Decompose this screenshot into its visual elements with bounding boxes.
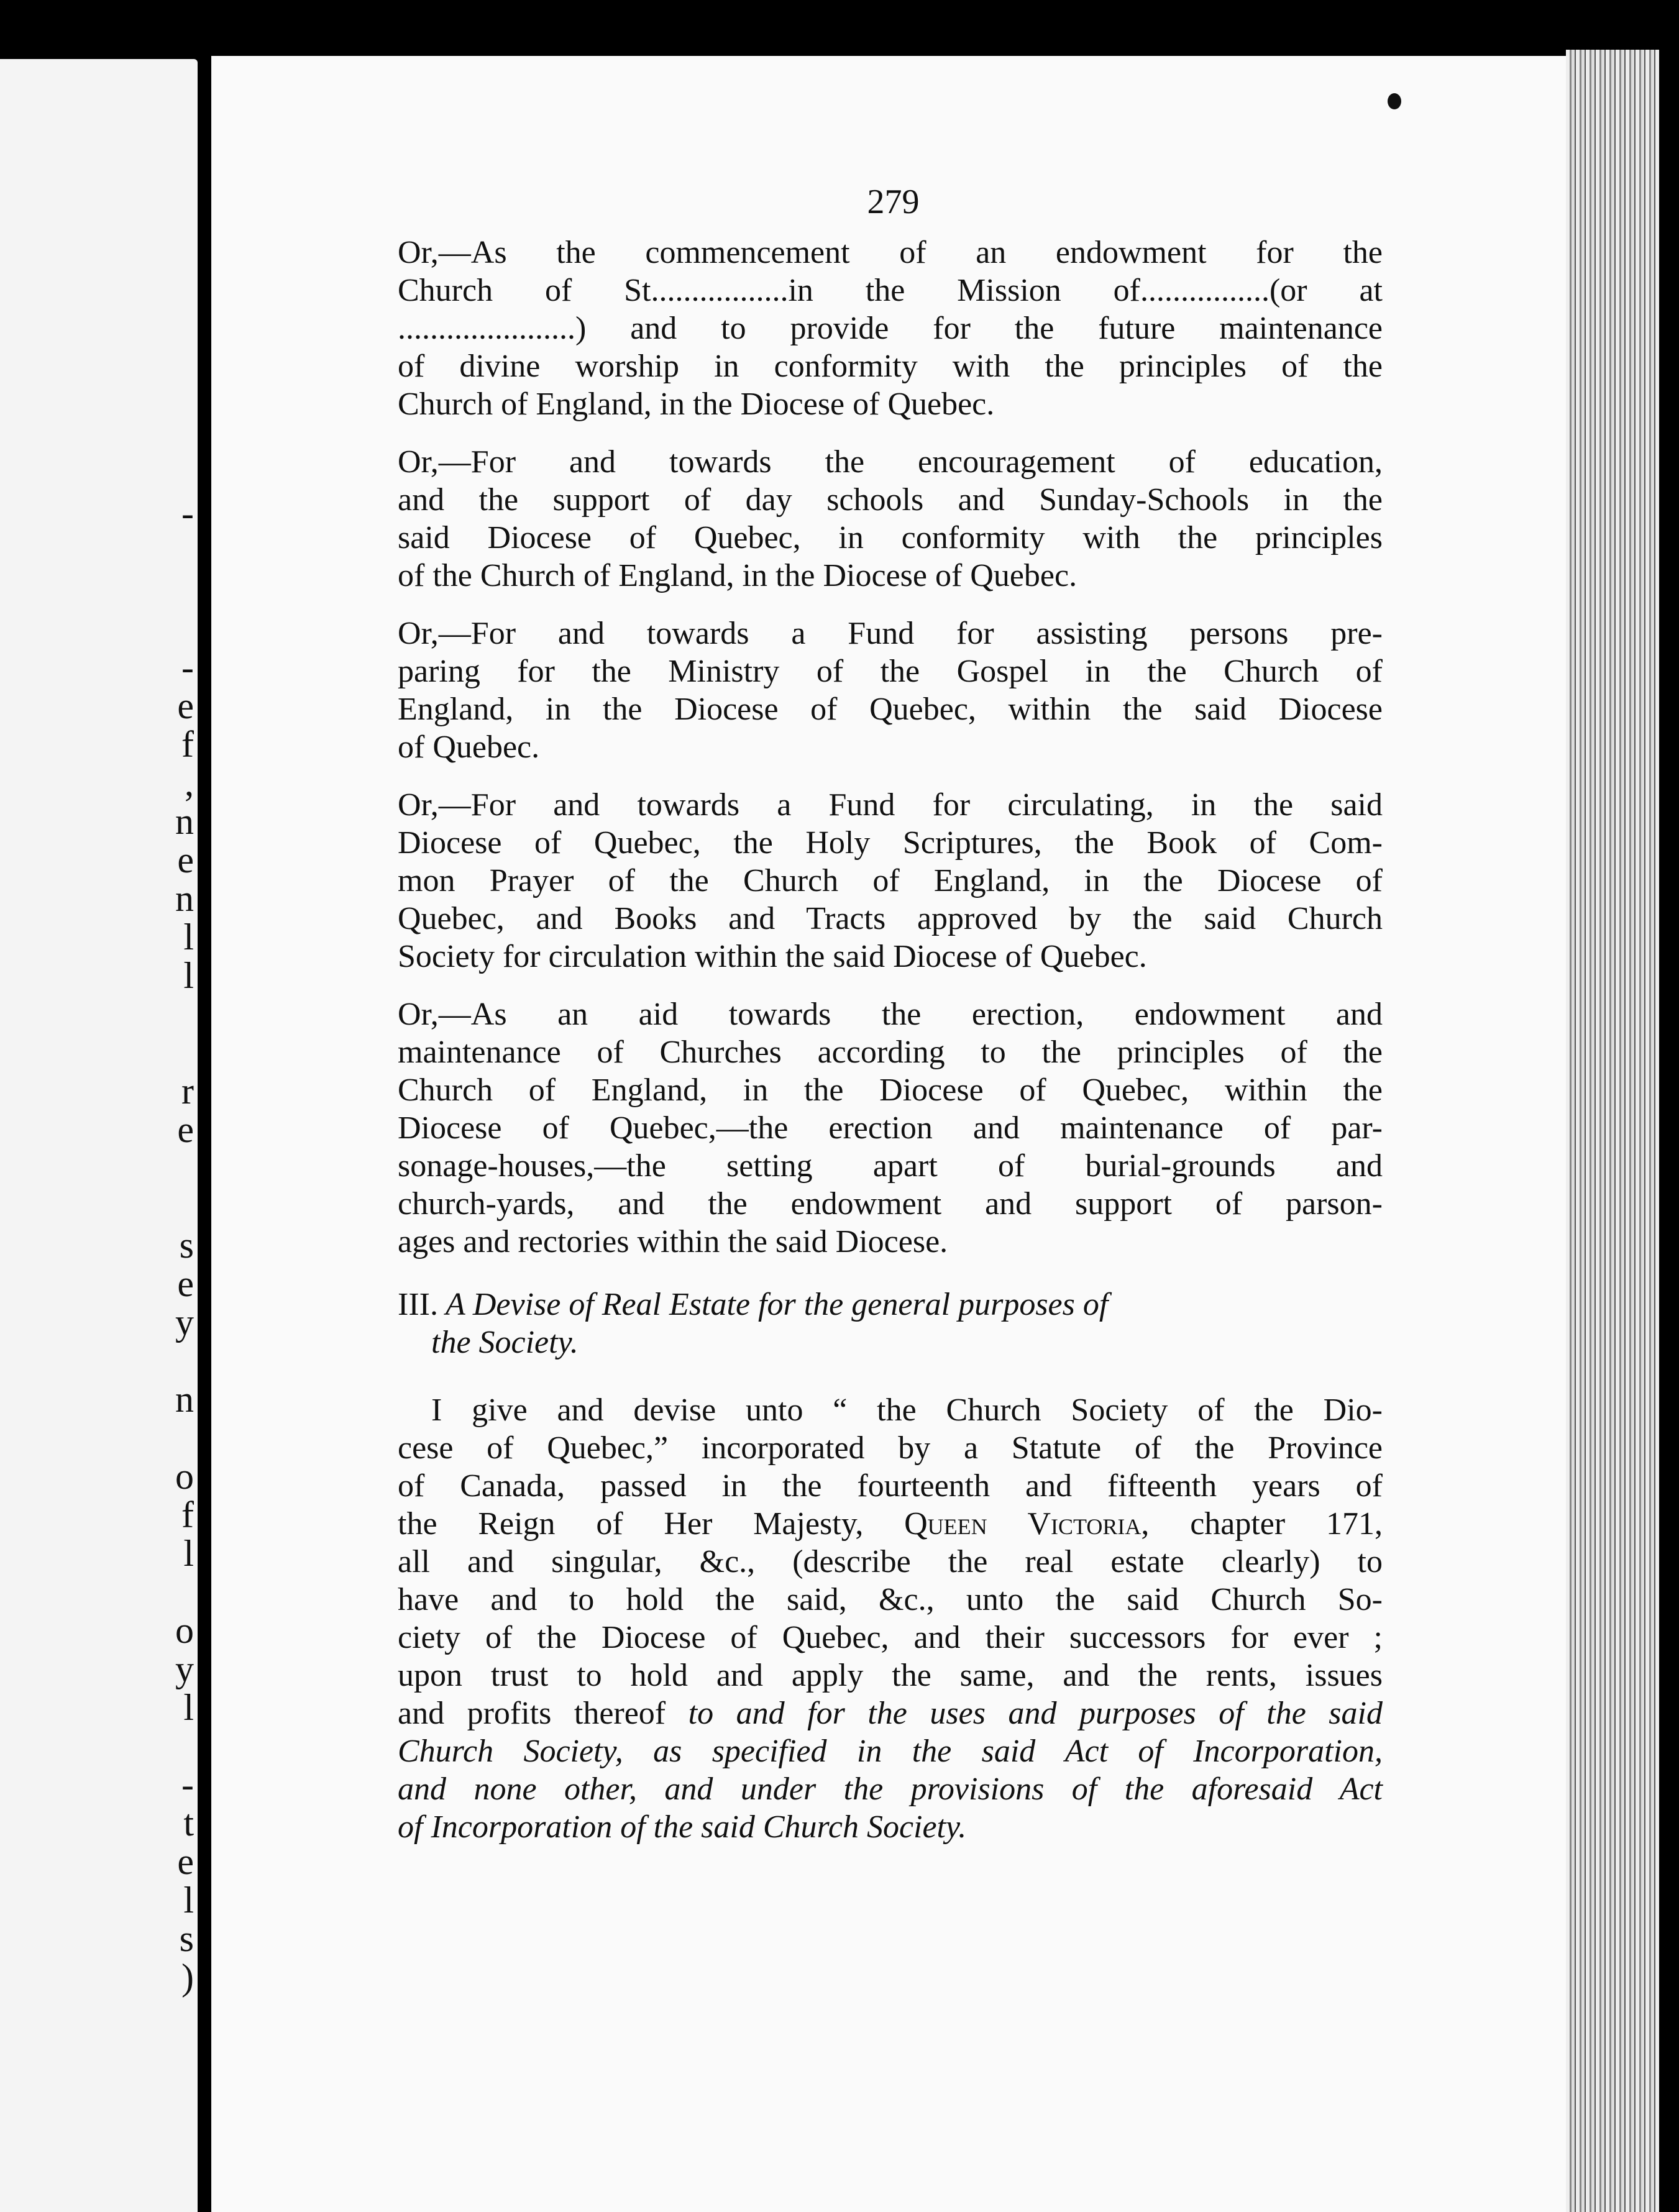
text-line: of divine worship in conformity with the principles of the: [398, 349, 1383, 384]
margin-fragment: [175, 1341, 194, 1380]
margin-fragment: s: [179, 1225, 194, 1266]
left-page-fragment: [0, 59, 198, 2212]
italic-fragment: to and for the uses and purposes of the said: [688, 1696, 1383, 1731]
text-line: all and singular, &c., (describe the real estate clearly) to: [398, 1544, 1383, 1579]
page-number: 279: [867, 183, 920, 221]
queen-victoria: Queen Victoria: [904, 1506, 1141, 1542]
text-line: Church Society, as specified in the said Act of Incorporation,: [398, 1734, 1383, 1769]
text-line: I give and devise unto “ the Church Society of the Dio-: [431, 1392, 1383, 1428]
text-line: said Diocese of Quebec, in conformity with the principles: [398, 520, 1383, 555]
margin-fragment: r: [181, 1071, 194, 1112]
text-line: Church of England, in the Diocese of Quebec.: [398, 386, 995, 422]
left-margin-letters: [175, 494, 194, 1996]
text-fragment: , chapter 171,: [1141, 1506, 1383, 1542]
text-line: Or,—As an aid towards the erection, endowment and: [398, 997, 1383, 1032]
paragraph-education: [398, 443, 1383, 595]
text-line: paring for the Ministry of the Gospel in the Church of: [398, 654, 1383, 689]
margin-fragment: -: [181, 493, 194, 534]
margin-fragment: l: [183, 1687, 194, 1728]
margin-fragment: o: [175, 1456, 194, 1497]
text-line: sonage-houses,—the setting apart of burial-grounds and: [398, 1148, 1383, 1184]
text-line: Diocese of Quebec, the Holy Scriptures, the Book of Com-: [398, 825, 1383, 861]
text-line: Society for circulation within the said Diocese of Quebec.: [398, 939, 1147, 974]
paragraph-churches: [398, 995, 1383, 1261]
margin-fragment: e: [177, 1841, 194, 1882]
margin-fragment: [175, 1573, 194, 1611]
section-number: III.: [398, 1287, 438, 1322]
text-line: England, in the Diocese of Quebec, within the said Diocese: [398, 692, 1383, 727]
margin-fragment: [175, 571, 194, 610]
margin-fragment: s: [179, 1918, 194, 1959]
text-line: of the Church of England, in the Diocese of Quebec.: [398, 558, 1077, 593]
book-spine: [198, 0, 211, 2212]
margin-fragment: l: [183, 955, 194, 996]
text-line: Or,—As the commencement of an endowment for the: [398, 235, 1383, 270]
devise-form: [398, 1391, 1383, 1846]
margin-fragment: [175, 532, 194, 571]
paragraph-endowment: [398, 234, 1383, 423]
text-line: church-yards, and the endowment and support of parson-: [398, 1186, 1383, 1222]
text-line: Or,—For and towards the encouragement of education,: [398, 444, 1383, 480]
margin-fragment: n: [175, 1379, 194, 1420]
text-fragment: and profits thereof: [398, 1696, 689, 1731]
margin-fragment: o: [175, 1610, 194, 1651]
text-line: of Quebec.: [398, 729, 540, 765]
heading-text: A Devise of Real Estate for the general purposes of: [446, 1287, 1109, 1322]
margin-fragment: [175, 1419, 194, 1457]
text-line: Or,—For and towards a Fund for circulating, in the said: [398, 787, 1383, 823]
paragraph-scriptures-fund: [398, 786, 1383, 976]
margin-fragment: [175, 1727, 194, 1765]
text-line: maintenance of Churches according to the principles of the: [398, 1035, 1383, 1070]
margin-fragment: l: [183, 1880, 194, 1921]
margin-fragment: [175, 1033, 194, 1072]
text-line: ages and rectories within the said Diocese.: [398, 1224, 948, 1259]
text-line: and the support of day schools and Sunday-Schools in the: [398, 482, 1383, 518]
margin-fragment: [175, 995, 194, 1033]
paragraph-ministry-fund: [398, 615, 1383, 766]
margin-fragment: y: [175, 1648, 194, 1689]
margin-fragment: e: [177, 685, 194, 726]
text-line: of Incorporation of the said Church Society.: [398, 1809, 967, 1845]
margin-fragment: n: [175, 878, 194, 919]
page-content: [398, 180, 1383, 1866]
margin-fragment: f: [181, 724, 194, 765]
text-fragment: the Reign of Her Majesty,: [398, 1506, 905, 1542]
margin-fragment: e: [177, 1109, 194, 1150]
margin-fragment: t: [183, 1803, 194, 1844]
margin-fragment: -: [181, 647, 194, 688]
text-line: Diocese of Quebec,—the erection and maintenance of par-: [398, 1110, 1383, 1146]
text-line: ciety of the Diocese of Quebec, and their successors for ever ;: [398, 1620, 1383, 1655]
margin-fragment: -: [181, 1764, 194, 1805]
margin-fragment: l: [183, 916, 194, 957]
heading-line: the Society.: [431, 1325, 579, 1360]
text-line: [398, 1505, 1383, 1543]
text-line: Church of St.................in the Mission of................(or at: [398, 273, 1383, 308]
margin-fragment: e: [177, 1263, 194, 1304]
text-line: mon Prayer of the Church of England, in the Diocese of: [398, 863, 1383, 898]
margin-fragment: [175, 1149, 194, 1187]
margin-fragment: ): [181, 1957, 194, 1998]
margin-fragment: y: [175, 1302, 194, 1343]
text-line: Quebec, and Books and Tracts approved by the said Church: [398, 901, 1383, 936]
text-line: and none other, and under the provisions of the aforesaid Act: [398, 1771, 1383, 1807]
margin-fragment: n: [175, 801, 194, 842]
margin-fragment: [175, 610, 194, 648]
margin-fragment: e: [177, 839, 194, 880]
margin-fragment: [175, 1187, 194, 1226]
margin-fragment: ,: [185, 762, 194, 803]
margin-fragment: f: [181, 1494, 194, 1535]
heading-line: [398, 1286, 1383, 1323]
ink-dot: [1388, 93, 1401, 109]
page-edges: [1566, 50, 1659, 2212]
text-line: ......................) and to provide for the future maintenance: [398, 311, 1383, 346]
text-line: cese of Quebec,” incorporated by a Statute of the Province: [398, 1430, 1383, 1466]
margin-fragment: l: [183, 1533, 194, 1574]
text-line: Or,—For and towards a Fund for assisting persons pre-: [398, 616, 1383, 651]
section-heading: [398, 1286, 1383, 1361]
text-line: of Canada, passed in the fourteenth and fifteenth years of: [398, 1468, 1383, 1504]
text-line: have and to hold the said, &c., unto the said Church So-: [398, 1582, 1383, 1617]
text-line: upon trust to hold and apply the same, and the rents, issues: [398, 1658, 1383, 1693]
text-line: [398, 1694, 1383, 1732]
text-line: Church of England, in the Diocese of Quebec, within the: [398, 1072, 1383, 1108]
